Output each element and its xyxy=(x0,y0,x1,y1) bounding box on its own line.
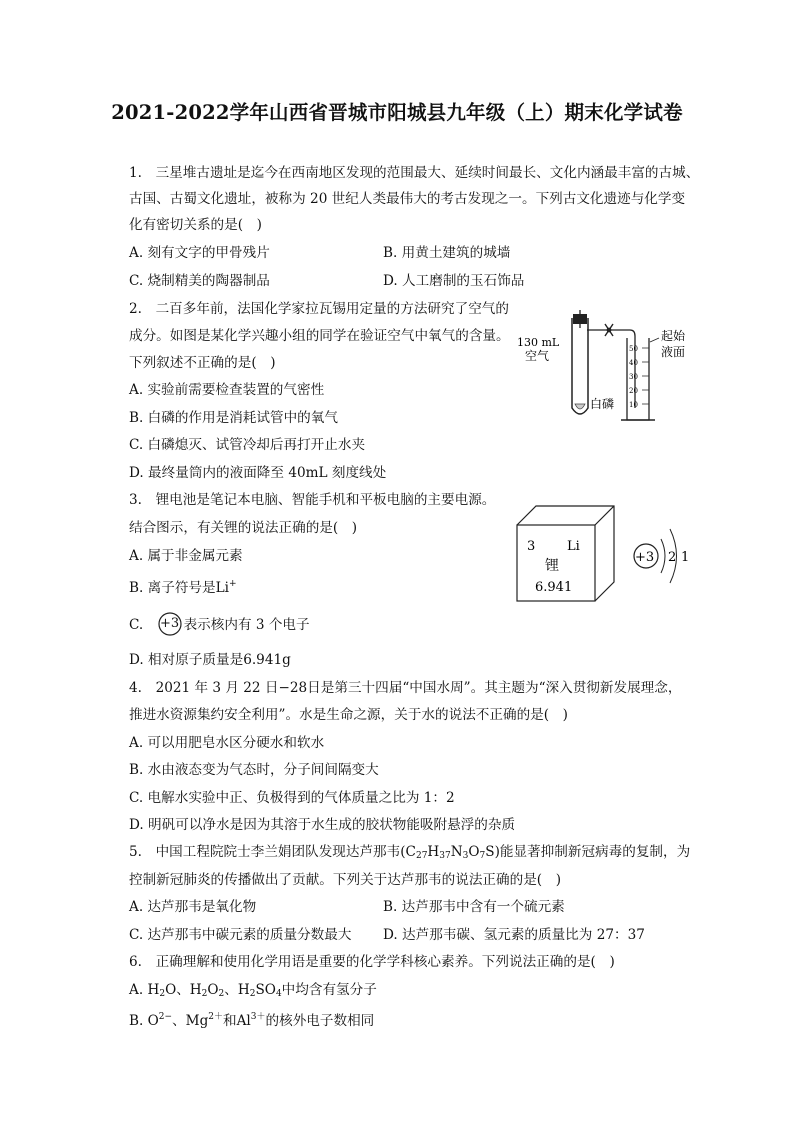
q1-stem-line-2: 古国、古蜀文化遗址，被称为 20 世纪人类最伟大的考古发现之一。下列古文化遗迹与化学变 xyxy=(129,191,686,207)
q1-option-a: A. 刻有文字的甲骨残片 xyxy=(129,245,270,261)
q3-option-b: B. 离子符号是Li+ xyxy=(129,579,237,596)
q3-option-c: C. +3 表示核内有 3 个电子 xyxy=(129,612,310,636)
shell-electrons-2: 1 xyxy=(681,550,690,565)
shell-electrons-1: 2 xyxy=(668,550,677,565)
q2-apparatus-figure xyxy=(515,308,700,430)
start-level-label-1: 起始 xyxy=(661,329,686,343)
q1-option-c: C. 烧制精美的陶器制品 xyxy=(129,273,270,289)
q2-option-c: C. 白磷熄灭、试管冷却后再打开止水夹 xyxy=(129,437,366,453)
start-level-pointer xyxy=(650,338,659,342)
atom-nucleus-charge: +3 xyxy=(635,550,655,565)
scale-label-50: 50 xyxy=(629,345,638,353)
q5-option-c: C. 达芦那韦中碳元素的质量分数最大 xyxy=(129,927,352,943)
q5-option-b: B. 达芦那韦中含有一个硫元素 xyxy=(383,899,565,915)
q5-option-d: D. 达芦那韦碳、氢元素的质量比为 27：37 xyxy=(383,927,645,943)
electron-shell-1 xyxy=(661,539,665,573)
q2-stem-line-1: 2. 二百多年前，法国化学家拉瓦锡用定量的方法研究了空气的 xyxy=(129,301,509,317)
q2-stem-line-2: 成分。如图是某化学兴趣小组的同学在验证空气中氧气的含量。 xyxy=(129,328,510,344)
q3-option-d: D. 相对原子质量是6.941g xyxy=(129,652,291,668)
scale-label-20: 20 xyxy=(629,387,638,395)
q6-stem: 6. 正确理解和使用化学用语是重要的化学学科核心素养。下列说法正确的是( ) xyxy=(129,954,615,970)
element-symbol: Li xyxy=(567,539,580,554)
q2-stem-line-3: 下列叙述不正确的是( ) xyxy=(129,355,276,371)
q2-option-d: D. 最终量筒内的液面降至 40mL 刻度线处 xyxy=(129,465,387,481)
air-label: 空气 xyxy=(525,349,550,363)
test-tube xyxy=(572,318,588,414)
q5-option-a: A. 达芦那韦是氧化物 xyxy=(129,899,257,915)
q1-option-d: D. 人工磨制的玉石饰品 xyxy=(383,273,525,289)
q5-stem-line-1: 5. 中国工程院院士李兰娟团队发现达芦那韦$(C_{27}H_{37}N_3O_7S)$能显著抑制新冠病毒的复制，为 xyxy=(129,844,691,861)
q4-stem-line-2: 推进水资源集约安全利用”。水是生命之源，关于水的说法不正确的是( ) xyxy=(129,707,568,723)
q1-stem-line-3: 化有密切关系的是( ) xyxy=(129,217,262,233)
phosphorus-label: 白磷 xyxy=(590,397,615,411)
white-phosphorus xyxy=(575,404,585,409)
atomic-mass: 6.941 xyxy=(535,580,573,595)
atomic-number: 3 xyxy=(527,539,536,554)
clamp-pivot xyxy=(607,328,612,333)
q1-option-b: B. 用黄土建筑的城墙 xyxy=(383,245,511,261)
scale-label-10: 10 xyxy=(629,401,638,409)
q3-stem-line-1: 3. 锂电池是笔记本电脑、智能手机和平板电脑的主要电源。 xyxy=(129,492,496,508)
element-name: 锂 xyxy=(545,558,559,574)
cylinder-scale-ticks xyxy=(642,348,649,404)
q4-stem-line-1: 4. 2021 年 3 月 22 日−28日是第三十四届“中国水周”。其主题为“深入贯彻新发展理念， xyxy=(129,680,682,696)
q4-option-c: C. 电解水实验中正、负极得到的气体质量之比为 1：2 xyxy=(129,790,455,806)
air-volume-label: 130 mL xyxy=(517,336,560,349)
q3-stem-line-2: 结合图示，有关锂的说法正确的是( ) xyxy=(129,520,358,536)
q2-option-b: B. 白磷的作用是消耗试管中的氧气 xyxy=(129,410,338,426)
q4-option-a: A. 可以用肥皂水区分硬水和软水 xyxy=(129,735,325,751)
q5-stem-line-2: 控制新冠肺炎的传播做出了贡献。下列关于达芦那韦的说法正确的是( ) xyxy=(129,872,562,888)
q3-option-a: A. 属于非金属元素 xyxy=(129,548,243,564)
q3-element-figure xyxy=(515,504,700,604)
q6-option-a: A. $H_2O$、$H_2O_2$、$H_2SO_4$中均含有氢分子 xyxy=(129,982,377,999)
q2-option-a: A. 实验前需要检查装置的气密性 xyxy=(129,382,325,398)
scale-label-30: 30 xyxy=(629,373,638,381)
nucleus-symbol: +3 xyxy=(156,612,184,636)
start-level-label-2: 液面 xyxy=(661,345,686,359)
q1-stem-line-1: 1. 三星堆古遗址是迄今在西南地区发现的范围最大、延续时间最长、文化内涵最丰富的古城、 xyxy=(129,165,700,181)
q4-option-d: D. 明矾可以净水是因为其溶于水生成的胶状物能吸附悬浮的杂质 xyxy=(129,817,516,833)
q6-option-b: B. $O^{2-}$、$Mg^{2+}$和$Al^{3+}$的核外电子数相同 xyxy=(129,1012,375,1029)
scale-label-40: 40 xyxy=(629,359,638,367)
q4-option-b: B. 水由液态变为气态时，分子间间隔变大 xyxy=(129,762,379,778)
exam-title: 2021-2022学年山西省晋城市阳城县九年级（上）期末化学试卷 xyxy=(111,101,683,124)
